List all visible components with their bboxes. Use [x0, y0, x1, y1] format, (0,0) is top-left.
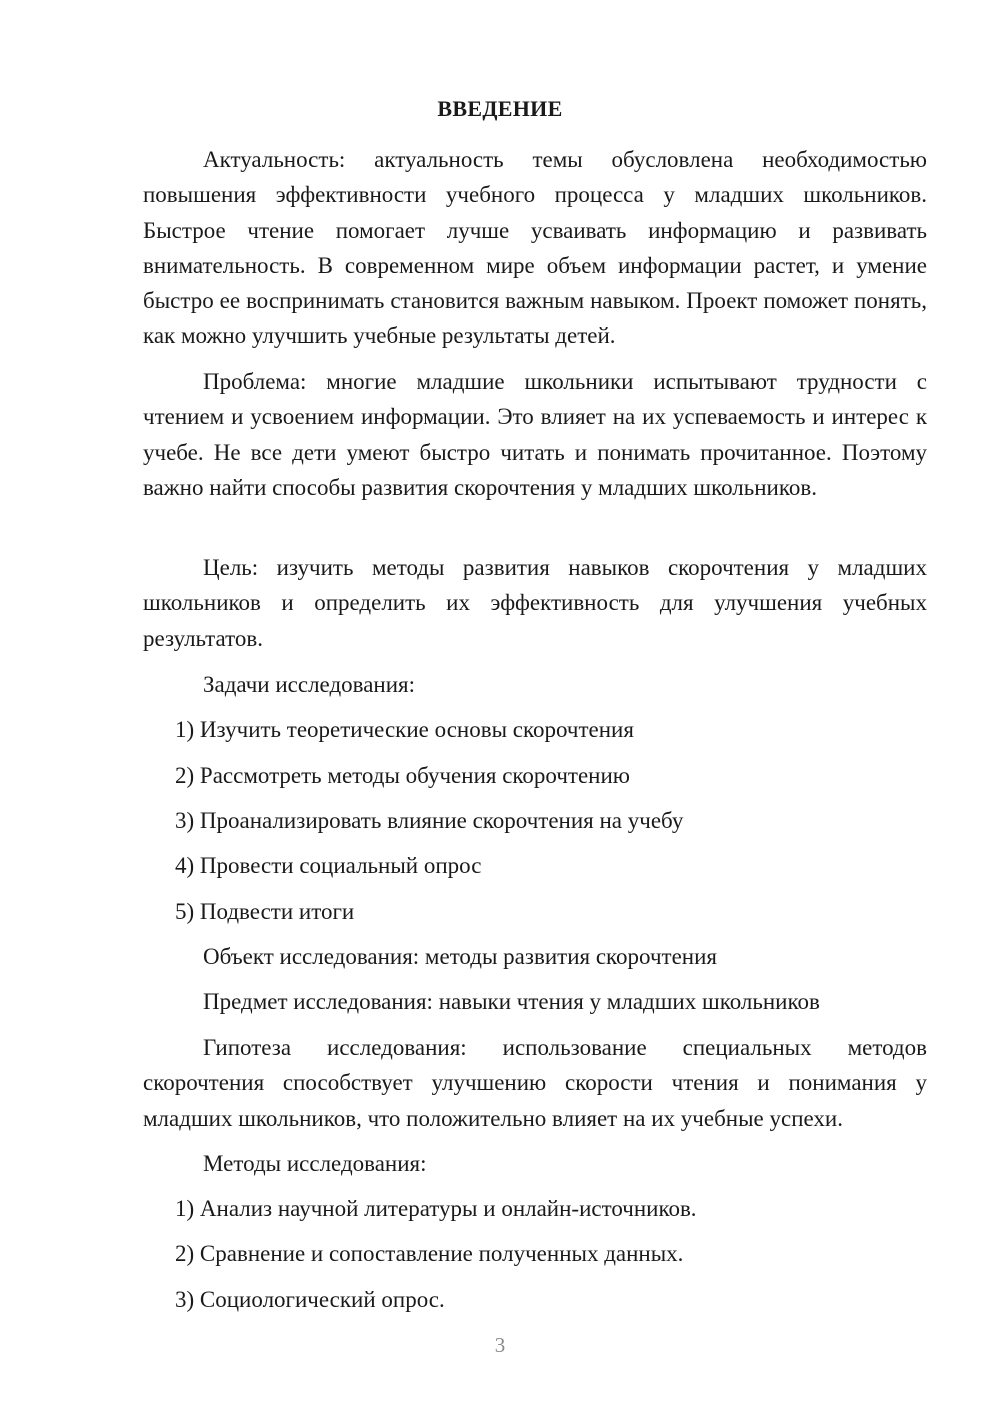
research-subject: Предмет исследования: навыки чтения у младших школьников: [203, 989, 820, 1014]
research-object: Объект исследования: методы развития скорочтения: [203, 944, 717, 969]
tasks-heading: Задачи исследования:: [203, 672, 416, 697]
task-item-5: 5) Подвести итоги: [175, 899, 355, 924]
paragraph-hypothesis: Гипотеза исследования: использование специальных методов скорочтения способствует улучшению скорости чтения и понимания у младших школьников, что положительно влияет на их учебные успехи.: [143, 1035, 927, 1131]
task-item-4: 4) Провести социальный опрос: [175, 853, 482, 878]
methods-heading: Методы исследования:: [203, 1151, 427, 1176]
paragraph-goal: Цель: изучить методы развития навыков скорочтения у младших школьников и определить их эффективность для улучшения учебных результатов.: [143, 555, 927, 651]
method-item-3: 3) Социологический опрос.: [175, 1287, 445, 1312]
paragraph-problem: Проблема: многие младшие школьники испытывают трудности с чтением и усвоением информации. Это влияет на их успеваемость и интерес к учебе. Не все дети умеют быстро читать и понимать прочитанное. Поэтому важно найти способы развития скорочтения у младших школьников.: [143, 369, 927, 500]
paragraph-relevance: Актуальность: актуальность темы обусловлена необходимостью повышения эффективности учебного процесса у младших школьников. Быстрое чтение помогает лучше усваивать информацию и развивать внимательность. В современном мире объем информации растет, и умение быстро ее воспринимать становится важным навыком. Проект поможет понять, как можно улучшить учебные результаты детей.: [143, 147, 927, 349]
method-item-2: 2) Сравнение и сопоставление полученных данных.: [175, 1241, 684, 1266]
task-item-3: 3) Проанализировать влияние скорочтения на учебу: [175, 808, 684, 833]
method-item-1: 1) Анализ научной литературы и онлайн-источников.: [175, 1196, 697, 1221]
page-title: ВВЕДЕНИЕ: [437, 96, 563, 121]
task-item-1: 1) Изучить теоретические основы скорочтения: [175, 717, 634, 742]
page-number: 3: [494, 1333, 506, 1357]
task-item-2: 2) Рассмотреть методы обучения скорочтению: [175, 763, 630, 788]
